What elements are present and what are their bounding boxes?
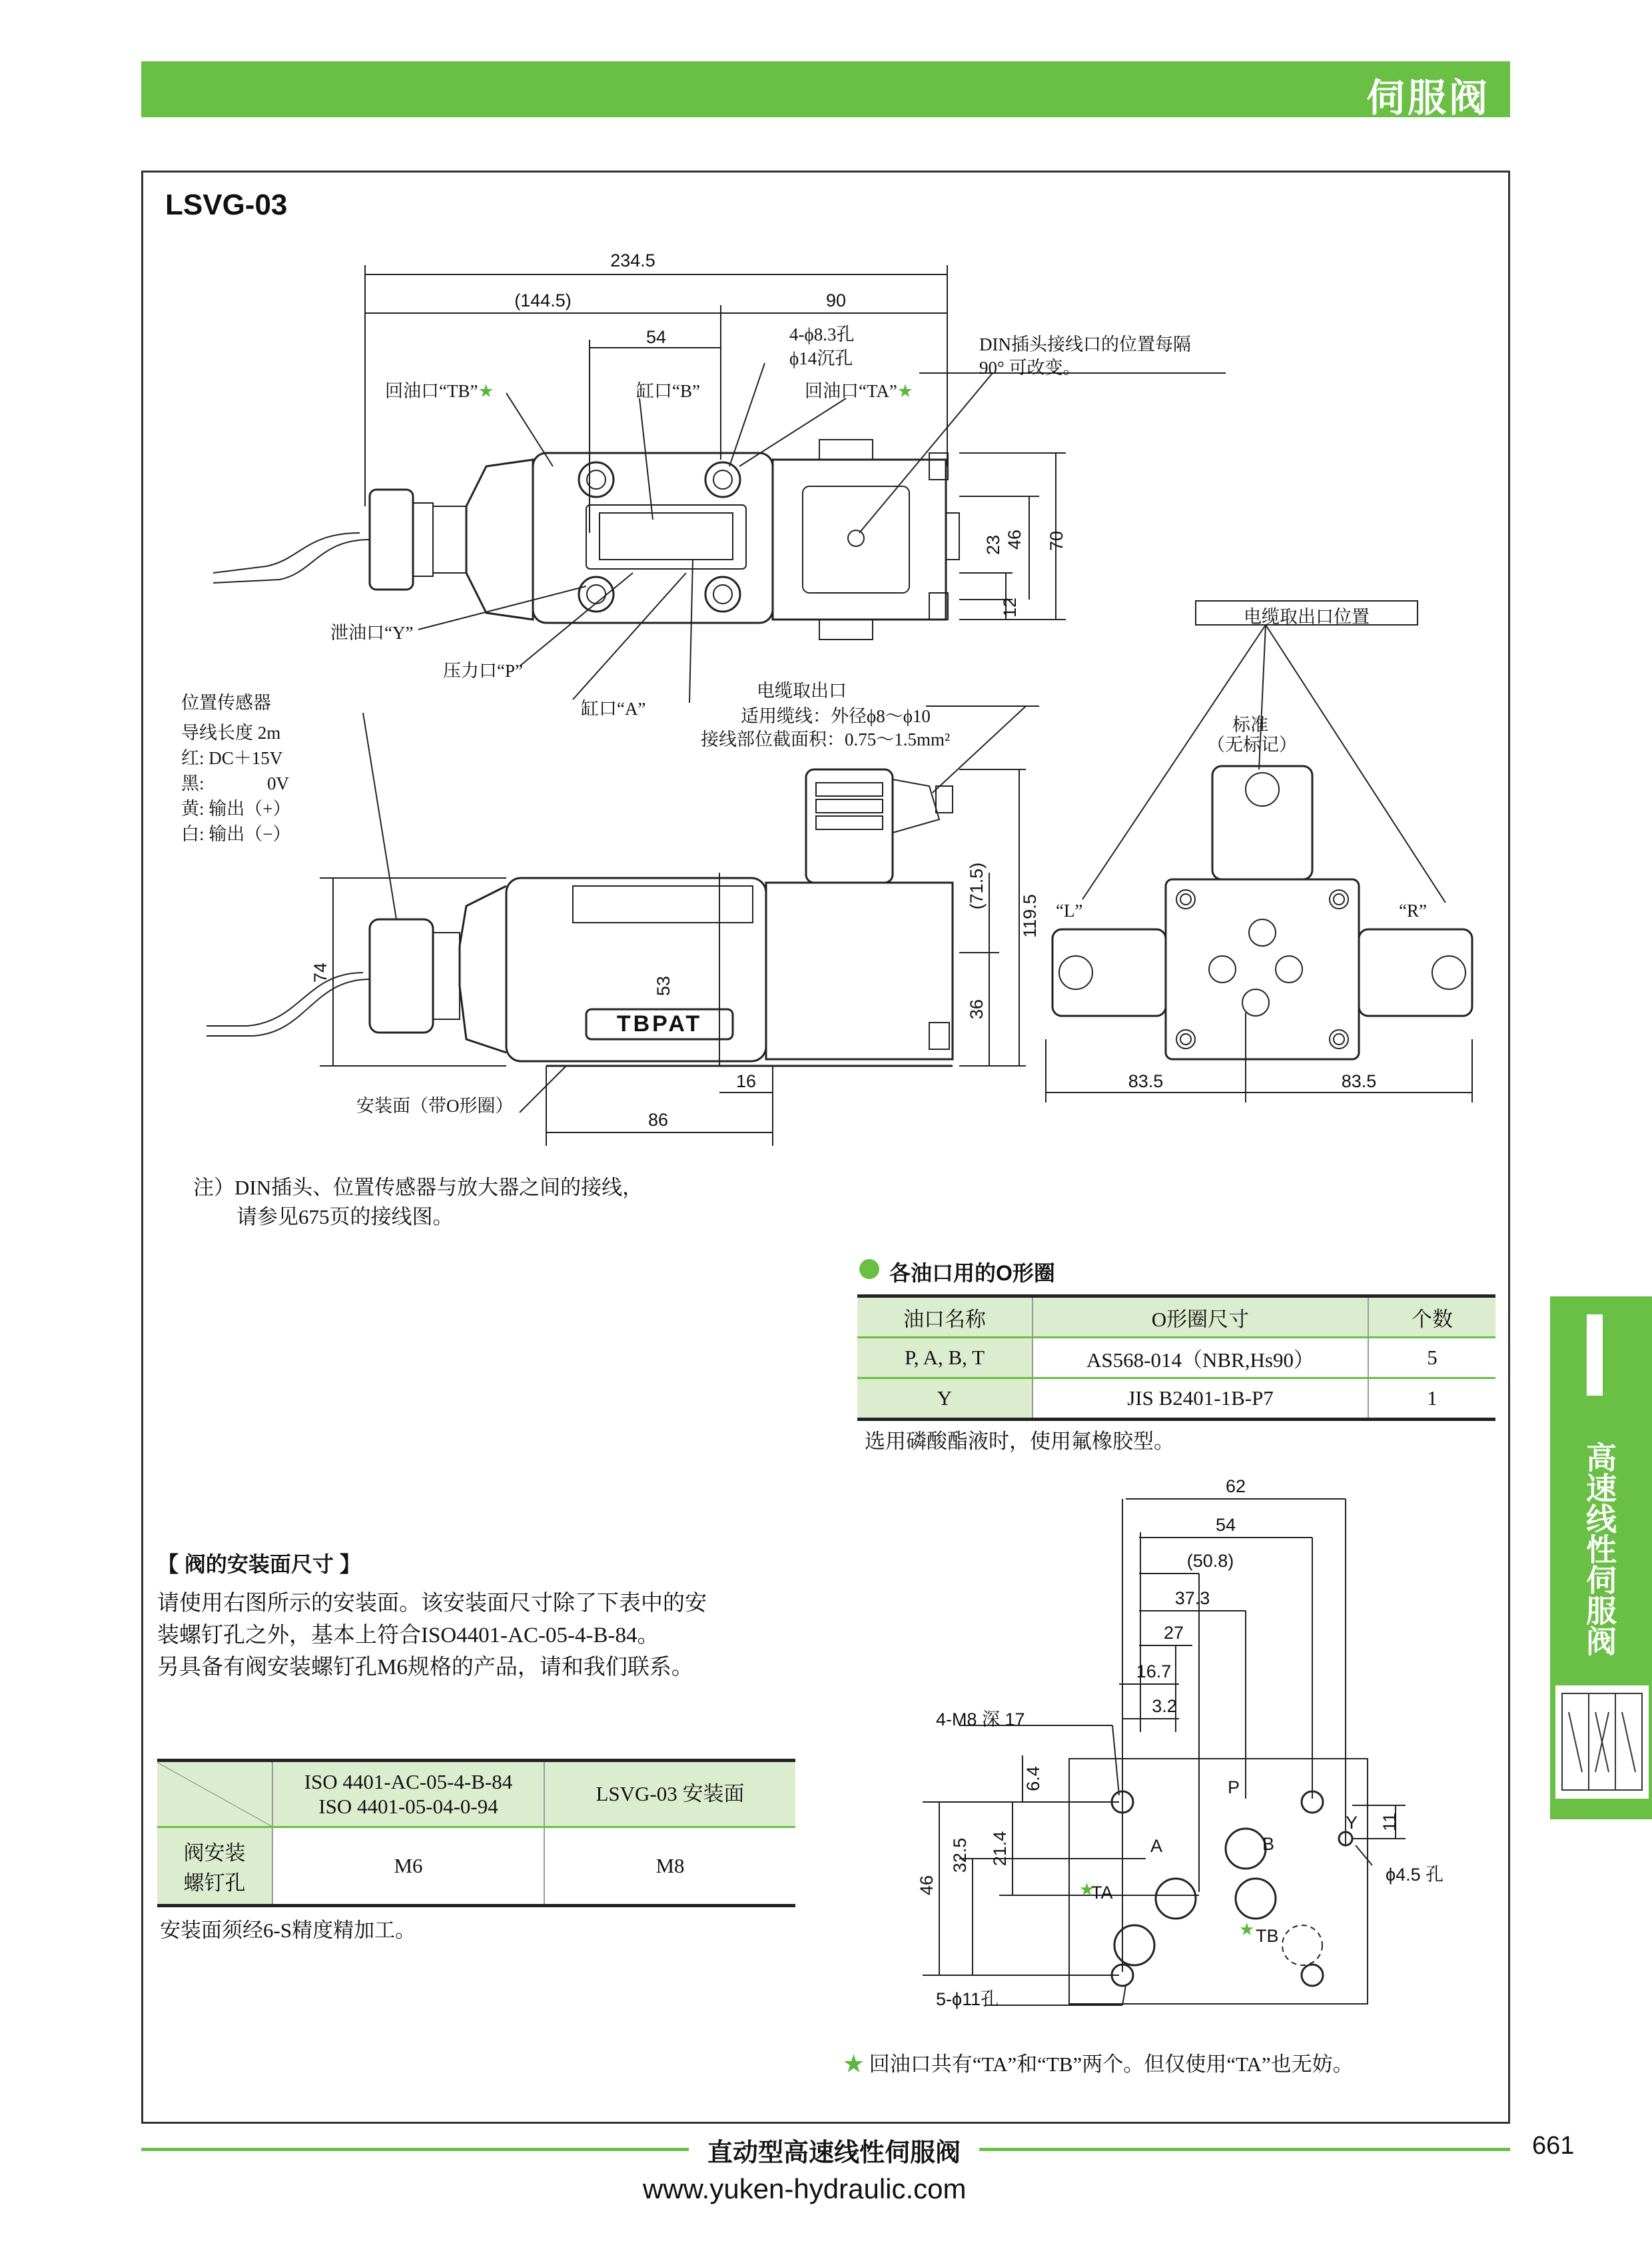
dim-12: 12 <box>1000 597 1020 618</box>
oring-cell: P, A, B, T <box>857 1338 1032 1378</box>
dim-16: 16 <box>735 1071 757 1091</box>
dim-27: 27 <box>1163 1623 1184 1643</box>
label-a: A <box>1150 1836 1163 1856</box>
solenoid-housing-top <box>773 460 946 620</box>
cable-pos-title: 电缆取出口位置 <box>1244 607 1370 627</box>
label-holes: 4-ϕ8.3孔 <box>789 324 855 344</box>
dim-36: 36 <box>967 999 987 1020</box>
oring-title: 各油口用的O形圈 <box>889 1261 1055 1285</box>
dim-3-2: 3.2 <box>1152 1696 1177 1716</box>
star-icon: ★ <box>897 381 914 401</box>
oring-cell: JIS B2401-1B-P7 <box>1032 1378 1368 1420</box>
label-m8: 4-M8 深 17 <box>936 1709 1025 1729</box>
dim-11: 11 <box>1380 1812 1400 1832</box>
dim-53: 53 <box>653 975 673 997</box>
col1-line1: ISO 4401-AC-05-4-B-84 <box>304 1769 513 1793</box>
finish-note: 安装面须经6-S精度精加工。 <box>160 1919 416 1942</box>
sensor-line-5: 白: 输出（−） <box>181 824 291 844</box>
oring-note: 选用磷酸酯液时，使用氟橡胶型。 <box>865 1430 1174 1453</box>
din-note-line2: 90° 可改变。 <box>979 358 1081 378</box>
label-l: “L” <box>1056 901 1083 921</box>
mount-row-header <box>157 1827 272 1906</box>
port-a <box>1156 1879 1196 1919</box>
dim-16-7: 16.7 <box>1136 1661 1172 1681</box>
mounting-title: 【 阀的安装面尺寸 】 <box>157 1552 361 1576</box>
table-row <box>857 1378 1495 1420</box>
sensor-title: 位置传感器 <box>181 693 271 713</box>
label-hole-4-5: ϕ4.5 孔 <box>1386 1865 1444 1885</box>
port-p <box>1226 1829 1266 1869</box>
star-note: ★ 回油口共有“TA”和“TB”两个。但仅使用“TA”也无妨。 <box>843 2052 1354 2076</box>
solenoid-front <box>766 883 953 1059</box>
standard-sub-label: （无标记） <box>1207 735 1297 755</box>
table-row <box>857 1338 1495 1378</box>
label-drain-y: 泄油口“Y” <box>330 623 414 643</box>
footer-rule-right <box>979 2148 1510 2151</box>
dim-119-5: 119.5 <box>1020 894 1040 938</box>
label-b: B <box>1262 1834 1275 1854</box>
valve-end-view <box>1166 879 1359 1059</box>
mounting-para-3: 另具备有阀安装螺钉孔M6规格的产品，请和我们联系。 <box>157 1655 693 1679</box>
row-head-line1: 阀安装 <box>183 1841 246 1865</box>
label-p: P <box>1228 1777 1240 1797</box>
bullet-icon <box>859 1259 879 1279</box>
row-head-line2: 螺钉孔 <box>183 1871 246 1895</box>
dim-50-8: (50.8) <box>1186 1551 1234 1571</box>
dim-right: 90 <box>825 290 847 310</box>
oring-header-size: O形圈尺寸 <box>1032 1296 1368 1338</box>
nameplate-text: TBPAT <box>616 1011 703 1037</box>
star-icon: ★ <box>478 381 494 401</box>
label-r: “R” <box>1399 901 1427 921</box>
category-title: 伺服阀 <box>1366 77 1490 120</box>
oring-cell: AS568-014（NBR,Hs90） <box>1032 1338 1368 1378</box>
mount-value-iso: M6 <box>272 1827 544 1906</box>
label-return-ta: 回油口“TA”★ <box>805 381 914 401</box>
dim-74: 74 <box>310 962 330 983</box>
oring-header-count: 个数 <box>1368 1296 1495 1338</box>
dim-21-4: 21.4 <box>990 1831 1010 1867</box>
note-line1: 注）DIN插头、位置传感器与放大器之间的接线， <box>193 1176 643 1199</box>
sensor-line-4: 黄: 输出（+） <box>181 799 291 819</box>
col1-line2: ISO 4401-05-04-0-94 <box>318 1795 498 1818</box>
label-port-a: 缸口“A” <box>581 699 646 719</box>
label-y: Y <box>1346 1813 1358 1833</box>
mounting-para-1: 请使用右图所示的安装面。该安装面尺寸除了下表中的安 <box>157 1591 707 1615</box>
dim-54: 54 <box>645 327 667 347</box>
dim-54b: 54 <box>1215 1515 1236 1535</box>
oring-header-port: 油口名称 <box>857 1296 1032 1338</box>
dim-70: 70 <box>1046 530 1066 552</box>
standard-label: 标准 <box>1232 715 1268 735</box>
mount-col1-header <box>272 1761 544 1827</box>
side-tab-roman-numeral <box>1587 1314 1603 1396</box>
dim-32-5: 32.5 <box>950 1837 970 1873</box>
model-title: LSVG-03 <box>165 189 288 221</box>
label-counterbore: ϕ14沉孔 <box>789 348 853 368</box>
valve-body-top <box>533 453 773 623</box>
dim-37-3: 37.3 <box>1174 1588 1210 1608</box>
oring-cell: Y <box>857 1378 1032 1420</box>
dim-83-5-right: 83.5 <box>1341 1071 1377 1091</box>
mount-value-lsvg: M8 <box>544 1827 795 1906</box>
dim-83-5-left: 83.5 <box>1128 1071 1164 1091</box>
star-ta-icon: ★ <box>1079 1879 1095 1899</box>
dim-86: 86 <box>647 1110 669 1130</box>
mounting-para-2: 装螺钉孔之外，基本上符合ISO4401-AC-05-4-B-84。 <box>157 1623 659 1647</box>
label-ta: TA <box>1091 1883 1113 1903</box>
star-icon: ★ <box>843 2052 864 2076</box>
dim-6-4: 6.4 <box>1023 1766 1043 1791</box>
oring-cell: 5 <box>1368 1338 1495 1378</box>
label-holes-11: 5-ϕ11孔 <box>936 1989 999 2009</box>
footer-rule-left <box>141 2148 689 2151</box>
oring-cell: 1 <box>1368 1378 1495 1420</box>
din-connector <box>806 769 893 883</box>
side-tab-text: 高速线性伺服阀 <box>1582 1442 1617 1656</box>
sensor-line-1: 导线长度 2m <box>181 723 281 743</box>
star-tb-icon: ★ <box>1239 1919 1255 1939</box>
port-b <box>1236 1879 1276 1919</box>
cable-line2: 接线部位截面积：0.75～1.5mm² <box>701 729 951 749</box>
sensor-line-3: 黑: 0V <box>181 773 289 793</box>
cable-title: 电缆取出口 <box>757 681 847 701</box>
port-ta <box>1114 1925 1154 1965</box>
valve-symbol-icon <box>1555 1685 1649 1799</box>
oring-table <box>857 1294 1495 1421</box>
label-port-b: 缸口“B” <box>636 381 700 401</box>
label-return-tb: 回油口“TB”★ <box>385 381 494 401</box>
sensor-line-2: 红: DC＋15V <box>181 748 283 768</box>
label-pressure-p: 压力口“P” <box>443 661 523 681</box>
mount-table <box>157 1759 795 1907</box>
footer-title: 直动型高速线性伺服阀 <box>707 2139 961 2167</box>
din-note-line1: DIN插头接线口的位置每隔 <box>979 334 1191 354</box>
note-line2: 请参见675页的接线图。 <box>236 1205 454 1228</box>
dim-62: 62 <box>1225 1476 1246 1496</box>
dim-71-5: (71.5) <box>967 862 987 910</box>
cable-line1: 适用缆线：外径ϕ8～ϕ10 <box>741 706 931 726</box>
footer-url[interactable]: www.yuken-hydraulic.com <box>643 2173 967 2204</box>
mount-col2-header: LSVG-03 安装面 <box>544 1761 795 1827</box>
dim-46: 46 <box>1005 529 1025 550</box>
dim-left: (144.5) <box>514 290 572 310</box>
diagonal-corner-cell <box>157 1761 272 1827</box>
dim-46b: 46 <box>917 1875 937 1896</box>
dim-total: 234.5 <box>610 250 655 270</box>
page-number: 661 <box>1532 2132 1575 2160</box>
port-tb <box>1282 1925 1322 1965</box>
label-tb: TB <box>1256 1926 1279 1946</box>
dim-23: 23 <box>983 534 1003 556</box>
mount-face-label: 安装面（带O形圈） <box>356 1096 514 1116</box>
valve-symbol-svg <box>1555 1685 1649 1799</box>
